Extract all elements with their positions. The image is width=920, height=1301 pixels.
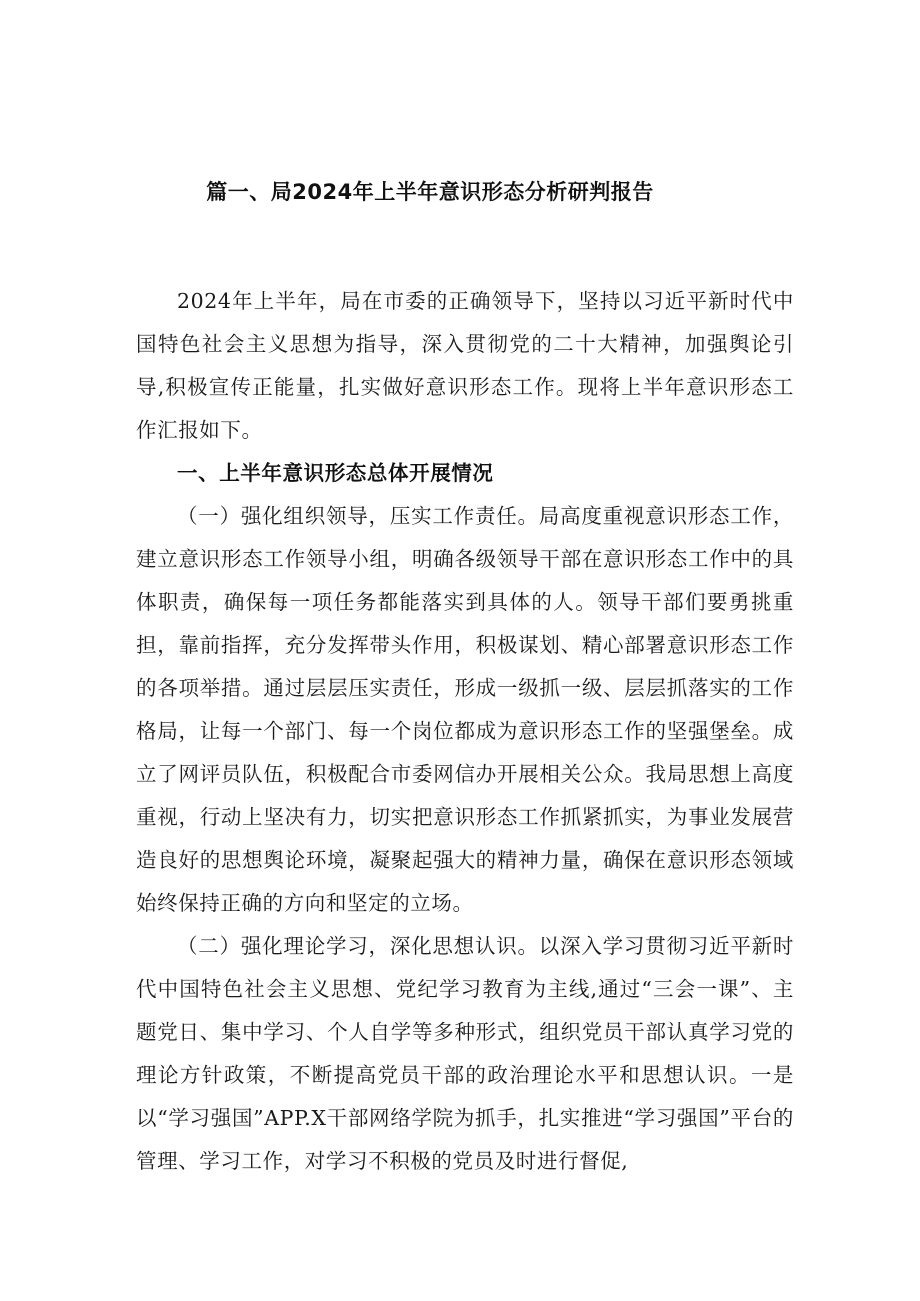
paragraph-theory-study: （二）强化理论学习，深化思想认识。以深入学习贯彻习近平新时代中国特色社会主义思想、党纪学习教育为主线,通过“三会一课”、主题党日、集中学习、个人自学等多种形式，组织党员干部认真学习党的理论方针政策，不断提高党员干部的政治理论水平和思想认识。一是以“学习强国”APP.X干部网络学院为抓手，扎实推进“学习强国”平台的管理、学习工作，对学习不积极的党员及时进行督促,	[136, 934, 794, 1173]
document-title: 篇一、局2024年上半年意识形态分析研判报告	[206, 180, 654, 204]
paragraph-organization-leadership: （一）强化组织领导，压实工作责任。局高度重视意识形态工作，建立意识形态工作领导小组，明确各级领导干部在意识形态工作中的具体职责，确保每一项任务都能落实到具体的人。领导干部们要勇挑重担，靠前指挥，充分发挥带头作用，积极谋划、精心部署意识形态工作的各项举措。通过层层压实责任，形成一级抓一级、层层抓落实的工作格局，让每一个部门、每一个岗位都成为意识形态工作的坚强堡垒。成立了网评员队伍，积极配合市委网信办开展相关公众。我局思想上高度重视，行动上坚决有力，切实把意识形态工作抓紧抓实，为事业发展营造良好的思想舆论环境，凝聚起强大的精神力量，确保在意识形态领域始终保持正确的方向和坚定的立场。	[136, 504, 794, 915]
section-heading: 一、上半年意识形态总体开展情况	[177, 461, 494, 485]
intro-paragraph: 2024年上半年，局在市委的正确领导下，坚持以习近平新时代中国特色社会主义思想为指导，深入贯彻党的二十大精神，加强舆论引导,积极宣传正能量，扎实做好意识形态工作。现将上半年意识形态工作汇报如下。	[136, 289, 794, 442]
